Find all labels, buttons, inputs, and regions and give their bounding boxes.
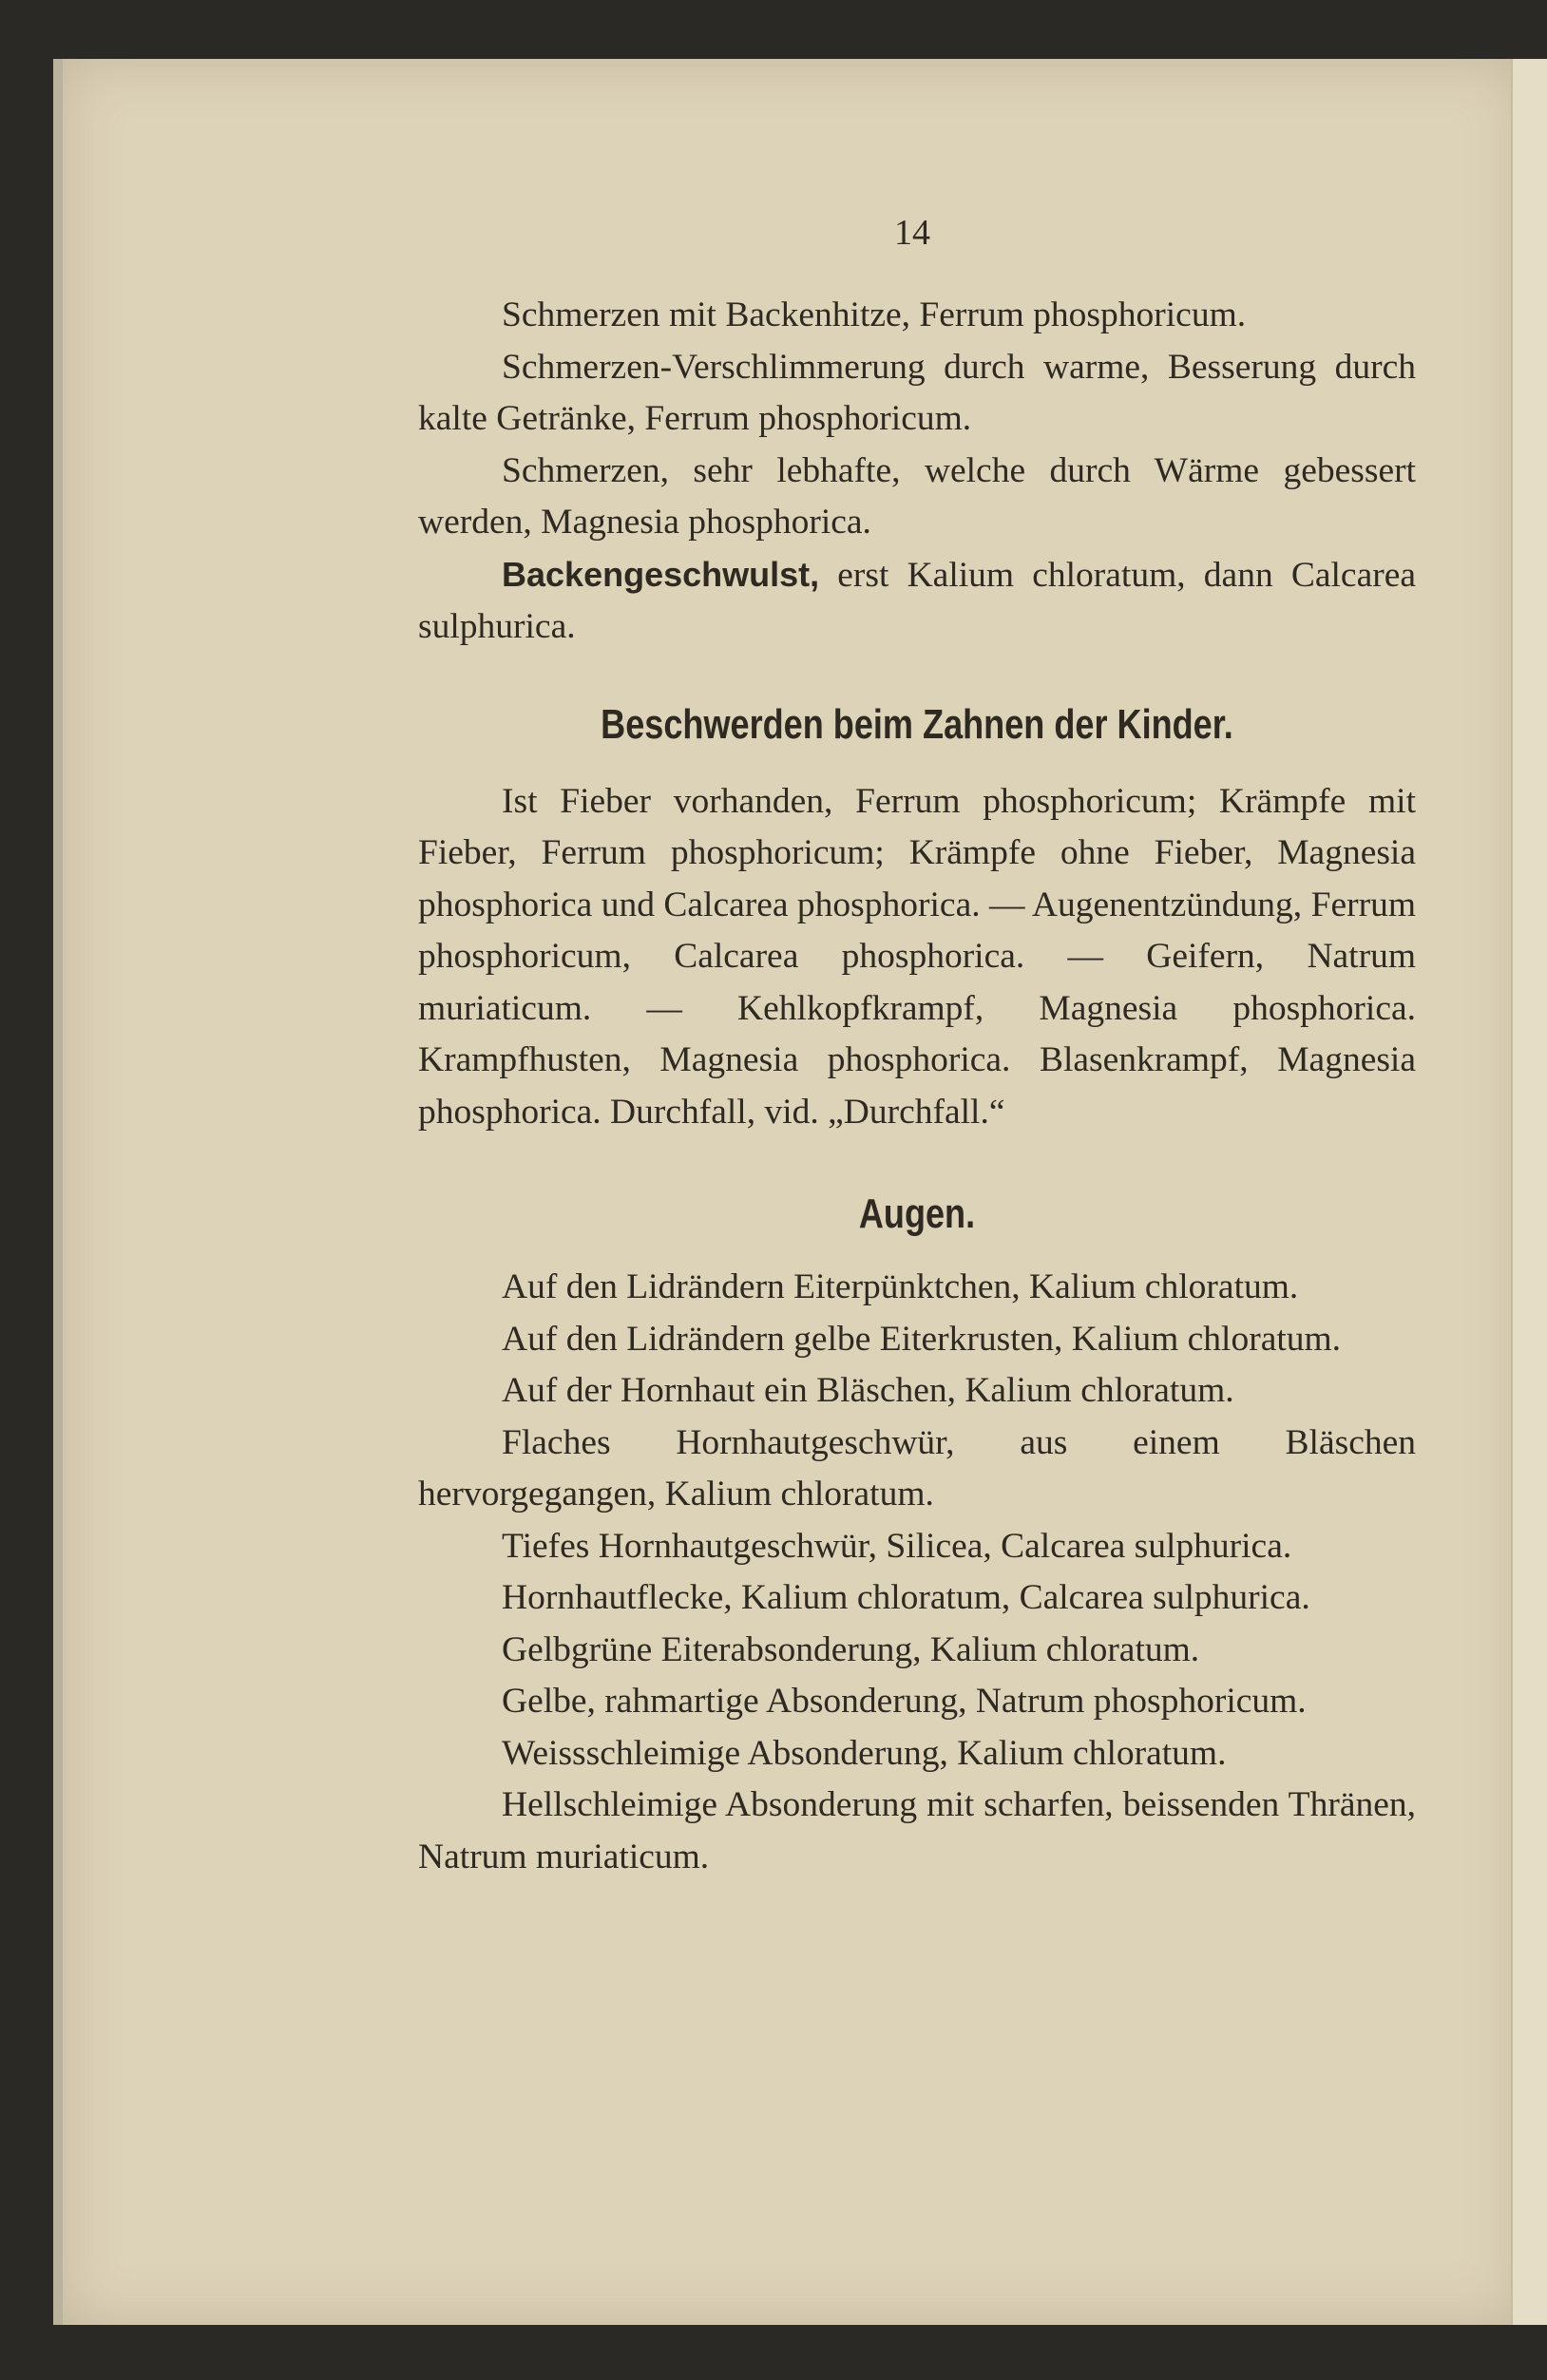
paragraph: Hellschleimige Absonderung mit scharfen, beissenden Thränen, Natrum muriaticum.	[418, 1785, 1416, 1876]
paragraph: Flaches Hornhautgeschwür, aus einem Bläschen hervorgegangen, Kalium chloratum.	[418, 1422, 1416, 1514]
section-heading: Beschwerden beim Zahnen der Kinder.	[601, 700, 1233, 748]
page-number: 14	[894, 213, 930, 253]
paragraph: Auf den Lidrändern gelbe Eiterkrusten, Kalium chloratum.	[502, 1319, 1342, 1359]
paragraph: Schmerzen-Verschlimmerung durch warme, Besserung durch kalte Getränke, Ferrum phosphoricum.	[418, 347, 1416, 438]
paragraph: Gelbe, rahmartige Absonderung, Natrum phosphoricum.	[502, 1682, 1307, 1721]
paragraph	[418, 549, 1416, 654]
paragraph: Schmerzen mit Backenhitze, Ferrum phosphoricum.	[502, 295, 1247, 334]
bold-term: Backengeschwulst,	[502, 554, 820, 594]
paragraph: Auf den Lidrändern Eiterpünktchen, Kalium chloratum.	[502, 1267, 1299, 1306]
paragraph: Tiefes Hornhautgeschwür, Silicea, Calcarea sulphurica.	[502, 1526, 1292, 1566]
section-heading: Augen.	[858, 1190, 976, 1237]
paragraph: Schmerzen, sehr lebhafte, welche durch Wärme gebessert werden, Magnesia phosphorica.	[418, 450, 1416, 542]
paragraph: Ist Fieber vorhanden, Ferrum phosphoricum; Krämpfe mit Fieber, Ferrum phosphoricum; Krämpfe ohne Fieber, Magnesia phosphorica und Calcarea phosphorica. — Augenentzündung, Ferrum phosphoricum, Calcarea phosphorica. — Geifern, Natrum muriaticum. — Kehlkopfkrampf, Magnesia phosphorica. Krampfhusten, Magnesia phosphorica. Blasenkrampf, Magnesia phosphorica. Durchfall, vid. „Durchfall.“	[418, 781, 1416, 1132]
paragraph-text: erst Kalium chloratum, dann Calcarea sulphurica.	[418, 555, 1416, 646]
paragraph: Auf der Hornhaut ein Bläschen, Kalium chloratum.	[502, 1371, 1234, 1410]
paragraph: Gelbgrüne Eiterabsonderung, Kalium chloratum.	[502, 1629, 1200, 1669]
next-page-edge	[1511, 59, 1547, 2325]
paragraph: Hornhautflecke, Kalium chloratum, Calcarea sulphurica.	[502, 1578, 1310, 1617]
paragraph: Weissschleimige Absonderung, Kalium chloratum.	[502, 1733, 1227, 1773]
page-body	[418, 290, 1416, 1883]
